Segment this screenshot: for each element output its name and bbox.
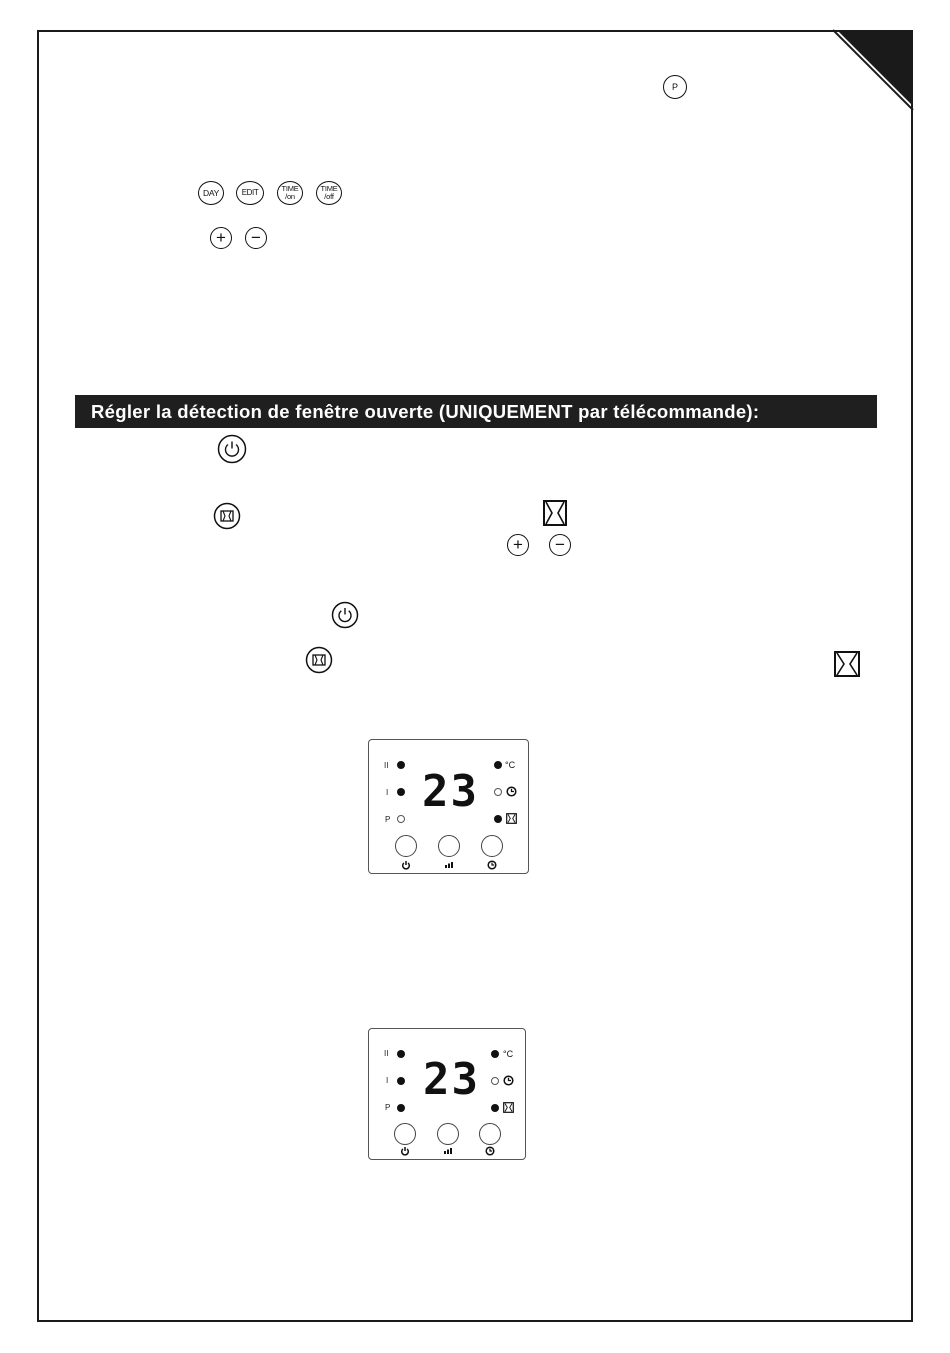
day-button: [198, 181, 224, 205]
open-window-icon: [213, 502, 241, 530]
plus-label-2: +: [513, 534, 523, 554]
time-off-bottom: /off: [324, 192, 334, 201]
display-panel-2: [368, 1028, 526, 1160]
panel-timer-button: [481, 835, 503, 857]
minus-button: [245, 227, 267, 249]
clock-icon: [503, 1075, 514, 1086]
time-on-bottom: /on: [285, 192, 295, 201]
indicator-window: [494, 815, 502, 823]
unit-label: °C: [503, 1049, 514, 1059]
power-icon: [400, 1146, 410, 1156]
minus-label-2: −: [555, 534, 565, 554]
clock-icon: [487, 860, 497, 870]
indicator-ii: [397, 1050, 405, 1058]
mode-label-ii: II: [384, 1049, 389, 1058]
edit-button-label: EDIT: [241, 188, 259, 197]
mode-label-i: I: [386, 788, 389, 797]
temperature-readout: 23: [422, 766, 479, 817]
indicator-celsius: [491, 1050, 499, 1058]
open-window-icon: [503, 1102, 514, 1113]
indicator-timer: [491, 1077, 499, 1085]
power-icon: [331, 601, 359, 629]
clock-icon: [506, 786, 517, 797]
mode-label-p: P: [385, 815, 391, 824]
plus-label: +: [216, 227, 226, 247]
panel-power-button: [395, 835, 417, 857]
panel-fan-button: [437, 1123, 459, 1145]
open-window-icon: [305, 646, 333, 674]
power-icon: [217, 434, 247, 464]
mode-label-ii: II: [384, 761, 389, 770]
day-button-label: DAY: [203, 187, 219, 198]
plus-button: [210, 227, 232, 249]
time-on-top: TIME: [281, 184, 299, 193]
temperature-readout: 23: [423, 1054, 480, 1105]
minus-label: −: [251, 227, 261, 247]
time-off-top: TIME: [320, 184, 338, 193]
indicator-p: [397, 1104, 405, 1112]
signal-bars-icon: [444, 861, 454, 869]
section-banner: [75, 395, 877, 428]
edit-button: [236, 181, 264, 205]
open-window-icon: [506, 813, 517, 824]
window-symbol: [543, 500, 567, 526]
power-icon: [401, 860, 411, 870]
indicator-p: [397, 815, 405, 823]
minus-button-2: [549, 534, 571, 556]
indicator-i: [397, 788, 405, 796]
display-panel-1: [368, 739, 529, 874]
indicator-timer: [494, 788, 502, 796]
clock-icon: [485, 1146, 495, 1156]
mode-label-p: P: [385, 1103, 391, 1112]
corner-tab: [833, 28, 915, 110]
mode-label-i: I: [386, 1076, 389, 1085]
indicator-celsius: [494, 761, 502, 769]
program-button-label: P: [671, 81, 678, 92]
panel-fan-button: [438, 835, 460, 857]
signal-bars-icon: [443, 1147, 453, 1155]
indicator-i: [397, 1077, 405, 1085]
section-title: Régler la détection de fenêtre ouverte (UNIQUEMENT par télécommande):: [91, 400, 760, 422]
program-button: [663, 75, 687, 99]
time-on-button: [277, 181, 303, 205]
plus-button-2: [507, 534, 529, 556]
panel-timer-button: [479, 1123, 501, 1145]
unit-label: °C: [505, 760, 516, 770]
time-off-button: [316, 181, 342, 205]
panel-power-button: [394, 1123, 416, 1145]
indicator-ii: [397, 761, 405, 769]
window-symbol: [834, 651, 860, 677]
indicator-window: [491, 1104, 499, 1112]
